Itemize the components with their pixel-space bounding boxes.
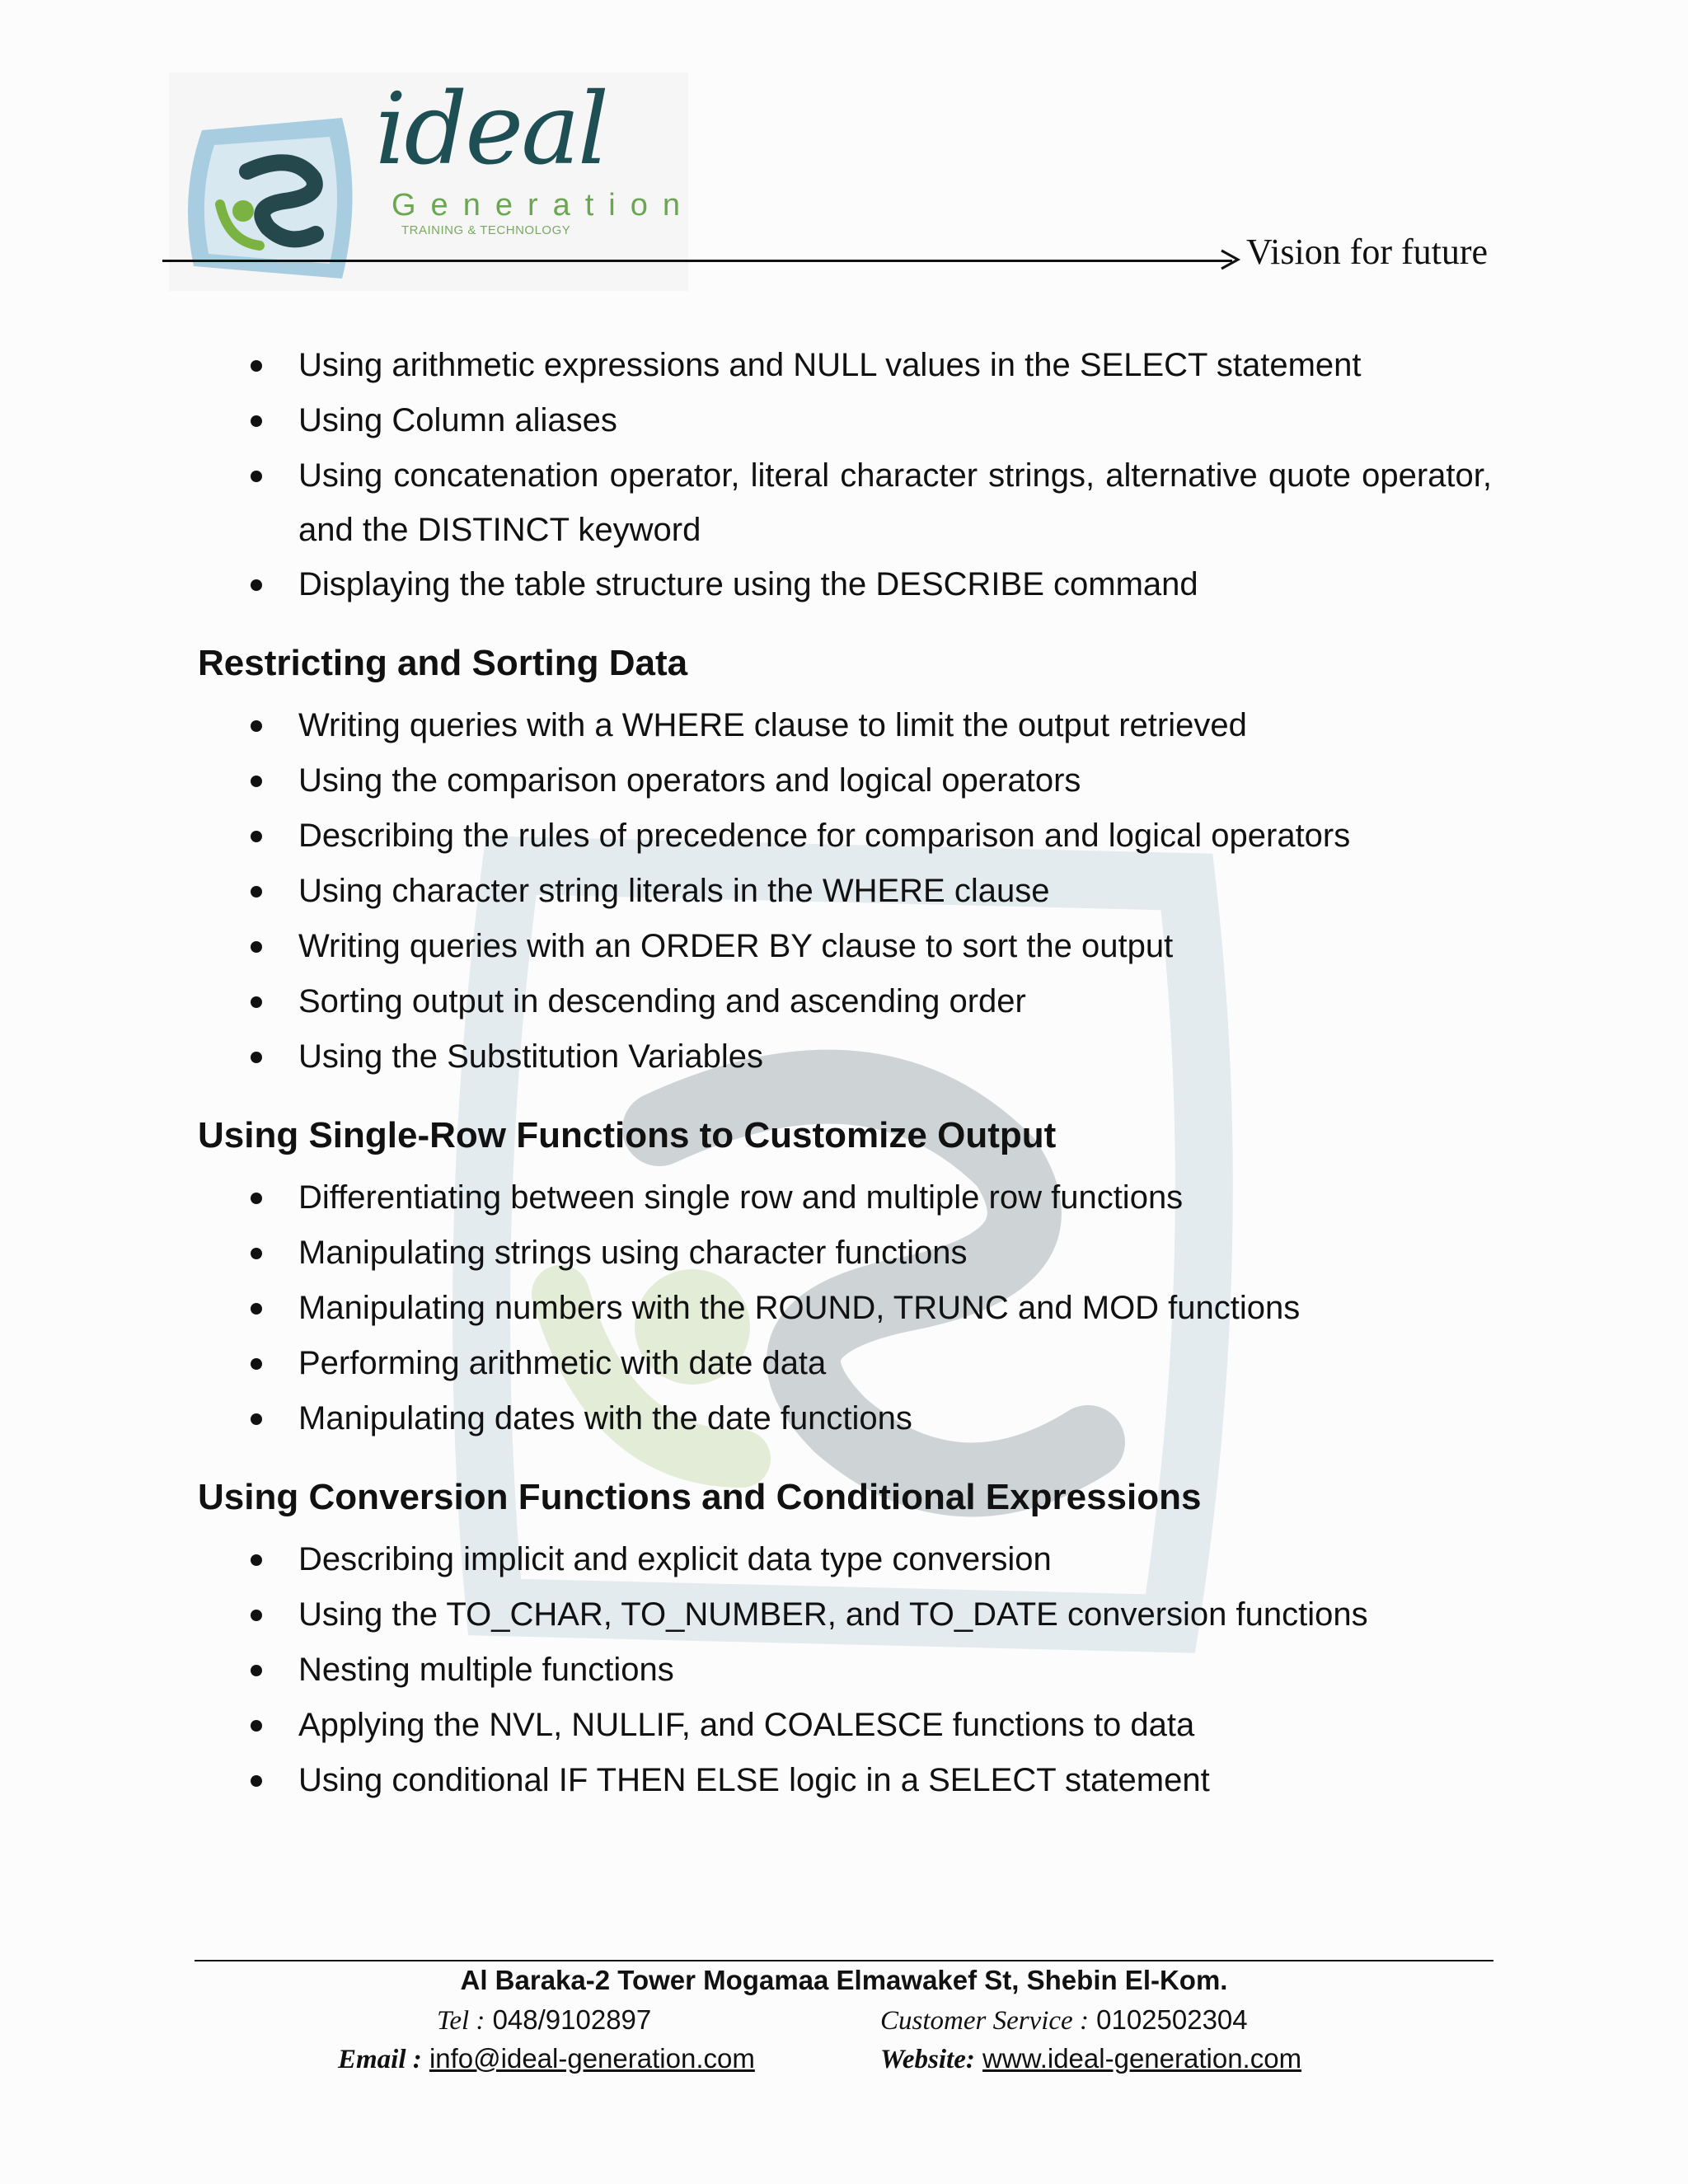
section-heading: Using Conversion Functions and Conditional Expressions: [198, 1477, 1202, 1517]
bullet-icon: [251, 415, 262, 427]
footer-email: [338, 2043, 755, 2075]
list-item: [198, 393, 1492, 448]
customer-service-label: Customer Service :: [880, 2006, 1089, 2036]
footer-tel: [437, 2004, 651, 2036]
footer-website: [880, 2043, 1301, 2075]
section-single-row-functions: [198, 1113, 1492, 1446]
list-item-text: Manipulating strings using character functions: [298, 1235, 968, 1271]
list-item: [198, 557, 1492, 612]
list-item-text: Sorting output in descending and ascending order: [298, 983, 1026, 1019]
list-item-text: Using concatenation operator, literal character strings, alternative quote operator, and the DISTINCT keyword: [298, 457, 1492, 548]
list-item-text: Using arithmetic expressions and NULL values in the SELECT statement: [298, 347, 1362, 383]
tel-label: Tel :: [437, 2006, 485, 2036]
footer-address: Al Baraka-2 Tower Mogamaa Elmawakef St, Shebin El-Kom.: [460, 1965, 1228, 1995]
list-item-text: Using the Substitution Variables: [298, 1038, 764, 1075]
bullet-icon: [251, 1775, 262, 1787]
bullet-icon: [251, 996, 262, 1008]
section-conversion-functions: [198, 1474, 1492, 1808]
bullet-icon: [251, 776, 262, 787]
list-item: [198, 1029, 1492, 1085]
section-heading: Using Single-Row Functions to Customize Output: [198, 1115, 1057, 1155]
footer-rule: [195, 1960, 1493, 1961]
company-logo: [169, 73, 696, 291]
list-item-text: Using the comparison operators and logical operators: [298, 762, 1081, 799]
footer-customer-service: [880, 2004, 1248, 2036]
list-item-text: Writing queries with an ORDER BY clause to sort the output: [298, 928, 1174, 964]
email-link[interactable]: info@ideal-generation.com: [429, 2043, 755, 2074]
bullet-icon: [251, 1720, 262, 1732]
bullet-icon: [251, 1665, 262, 1676]
list-item: [198, 864, 1492, 919]
logo-wordmark: ideal: [375, 73, 607, 187]
header-tagline: Vision for future: [1246, 232, 1489, 272]
website-label: Website:: [880, 2045, 975, 2074]
bullet-list: [198, 698, 1492, 1085]
list-item: [198, 1532, 1492, 1587]
bullet-icon: [251, 1193, 262, 1204]
header-rule: [162, 260, 1232, 262]
list-item: [198, 1281, 1492, 1336]
list-item: [198, 338, 1492, 393]
list-item-text: Manipulating dates with the date functions: [298, 1400, 912, 1436]
list-item: [198, 974, 1492, 1029]
bullet-list: [198, 1532, 1492, 1808]
bullet-icon: [251, 1358, 262, 1370]
bullet-list: [198, 1170, 1492, 1446]
customer-service-value: 0102502304: [1096, 2004, 1248, 2035]
list-item: [198, 448, 1492, 557]
list-item: [198, 753, 1492, 808]
bullet-icon: [251, 579, 262, 591]
section-restricting-sorting: [198, 640, 1492, 1085]
bullet-icon: [251, 471, 262, 482]
list-item: [198, 1643, 1492, 1698]
tel-value: 048/9102897: [492, 2004, 652, 2035]
bullet-icon: [251, 831, 262, 842]
list-item-text: Describing implicit and explicit data type conversion: [298, 1541, 1052, 1577]
list-item-text: Nesting multiple functions: [298, 1652, 674, 1688]
bullet-icon: [251, 886, 262, 898]
bullet-icon: [251, 1554, 262, 1566]
course-outline: [198, 338, 1492, 1836]
bullet-icon: [251, 1248, 262, 1259]
email-label: Email :: [338, 2045, 422, 2074]
list-item: [198, 808, 1492, 864]
list-item: [198, 919, 1492, 974]
list-item-text: Manipulating numbers with the ROUND, TRUNC and MOD functions: [298, 1290, 1301, 1326]
bullet-icon: [251, 720, 262, 732]
list-item-text: Applying the NVL, NULLIF, and COALESCE functions to data: [298, 1707, 1195, 1743]
list-item: [198, 1336, 1492, 1391]
bullet-icon: [251, 941, 262, 953]
list-item-text: Differentiating between single row and multiple row functions: [298, 1179, 1184, 1216]
list-item-text: Using character string literals in the WHERE clause: [298, 873, 1050, 909]
logo-subtitle: Generation: [392, 188, 696, 223]
list-item-text: Using the TO_CHAR, TO_NUMBER, and TO_DATE conversion functions: [298, 1596, 1368, 1633]
list-item: [198, 1391, 1492, 1446]
list-item-text: Describing the rules of precedence for comparison and logical operators: [298, 818, 1351, 854]
list-item: [198, 1698, 1492, 1753]
bullet-icon: [251, 1610, 262, 1621]
website-link[interactable]: www.ideal-generation.com: [982, 2043, 1302, 2074]
bullet-icon: [251, 1413, 262, 1425]
list-item: [198, 1170, 1492, 1226]
bullet-icon: [251, 1303, 262, 1315]
list-item: [198, 1226, 1492, 1281]
list-item-text: Displaying the table structure using the DESCRIBE command: [298, 566, 1198, 602]
intro-bullet-list: [198, 338, 1492, 612]
list-item: [198, 698, 1492, 753]
arrow-right-icon: [1218, 247, 1243, 272]
list-item-text: Using conditional IF THEN ELSE logic in a SELECT statement: [298, 1762, 1210, 1798]
list-item-text: Using Column aliases: [298, 402, 617, 438]
list-item: [198, 1753, 1492, 1808]
list-item-text: Performing arithmetic with date data: [298, 1345, 827, 1381]
bullet-icon: [251, 360, 262, 372]
logo-tagline-small: TRAINING & TECHNOLOGY: [401, 223, 571, 237]
section-heading: Restricting and Sorting Data: [198, 643, 688, 683]
list-item-text: Writing queries with a WHERE clause to limit the output retrieved: [298, 707, 1247, 743]
bullet-icon: [251, 1052, 262, 1063]
list-item: [198, 1587, 1492, 1643]
